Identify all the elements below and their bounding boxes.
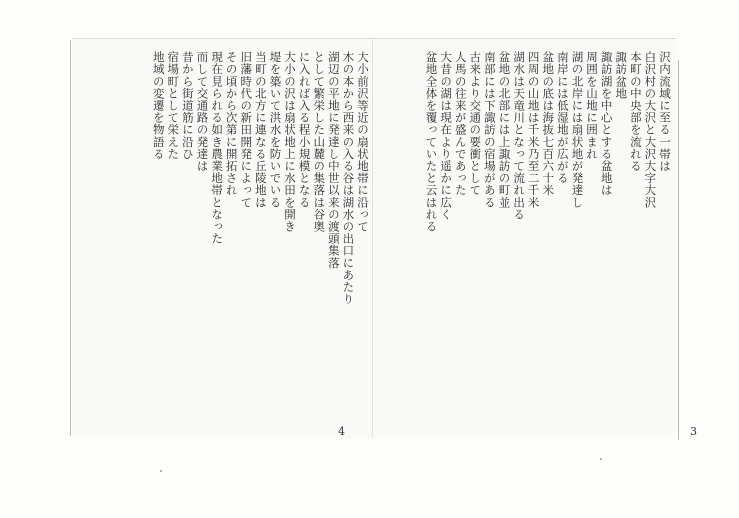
open-notebook	[72, 38, 697, 439]
right-page-number: 3	[690, 425, 697, 438]
left-page-number: 4	[338, 425, 345, 438]
scan-speck	[600, 458, 602, 460]
right-page	[374, 43, 697, 438]
right-page-handwritten-text: 沢内流域に至る一帯は 白沢村の大沢と大沢大字大沢 本町の中央部を流れる 諏訪盆地 諏訪湖を中心とする盆地は 周囲を山地に囲まれ 湖の北岸には扇状地が発達し 南岸には低湿地が広がる 盆地の底は海抜七百六十米 四周の山地は千米乃至二千米 湖水は天竜川となって流れ出る 盆地の北部には上諏訪の町並 南部には下諏訪の宿場がある 古来より交通の要衝として 人馬の往来が盛んであった 大昔の湖は現在より遥かに広く 盆地全体を覆っていたと云はれる	[424, 51, 672, 233]
left-page	[72, 43, 370, 438]
paper-edge-right	[678, 60, 679, 440]
scan-speck	[160, 470, 162, 472]
paper-edge-left	[70, 40, 71, 436]
left-page-handwritten-text: 大小前沢等近の扇状地帯に沿って 木の本から西来の入る谷は湖水の出口にあたり 湖辺の平地に発達し中世以来の渡頭集落 として繁栄した山麓の集落は谷奥 に入れば入る程小規模となる 大小の沢は扇状地上に水田を開き 堤を築いて洪水を防いでいる 当町の北方に連なる丘陵地は 旧藩時代の新田開発によって その頃から次第に開拓され 現在見られる如き農業地帯となった 而して交通路の発達は 昔から街道筋に沿ひ 宿場町として栄えた 地域の変遷を物語る	[151, 51, 370, 306]
book-gutter	[372, 39, 373, 437]
